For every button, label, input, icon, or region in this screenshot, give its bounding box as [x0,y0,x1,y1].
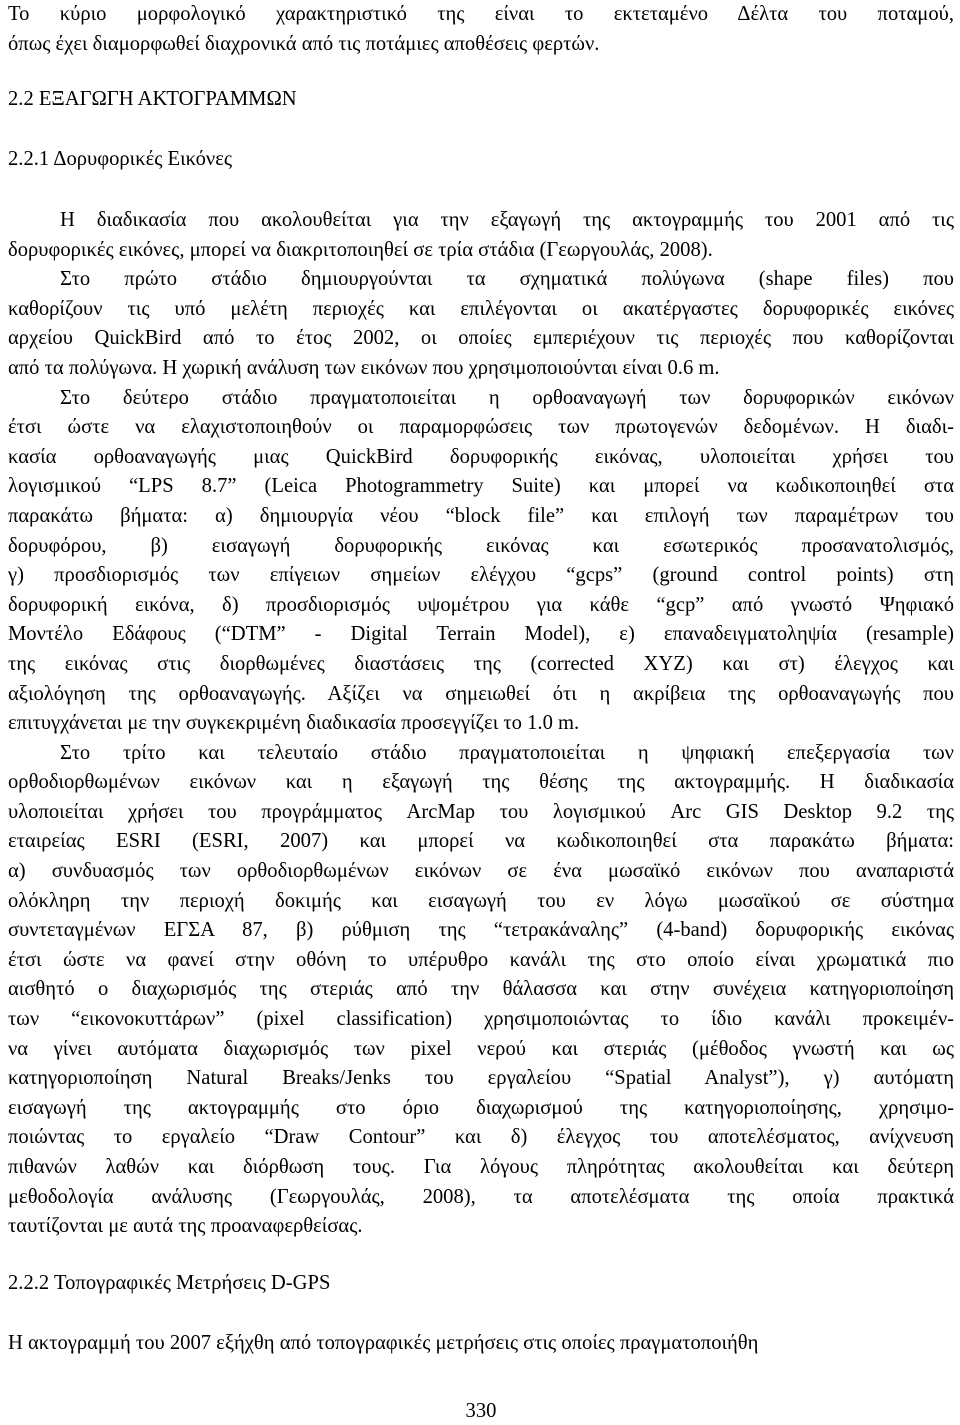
text-line: Στο πρώτο στάδιο δημιουργούνται τα σχηματικά πολύγωνα (shape files) που [60,268,954,291]
text-line: δορυφορική εικόνα, δ) προσδιορισμός υψομέτρου για κάθε “gcp” από γνωστό Ψηφιακό [8,593,954,616]
closing-line: Η ακτογραμμή του 2007 εξήχθη από τοπογραφικές μετρήσεις στις οποίες πραγματοποιήθη [8,1332,759,1354]
text-line: συντεταγμένων ΕΓΣΑ 87, β) ρύθμιση της “τετρακάναλης” (4-band) δορυφορικής εικόνας [8,919,954,942]
body-text [8,206,954,1242]
text-line: εταιρείας ESRI (ESRI, 2007) και μπορεί να κωδικοποιηθεί στα παρακάτω βήματα: [8,830,954,853]
text-line: υλοποιείται χρήσει του προγράμματος ArcMap του λογισμικού Arc GIS Desktop 9.2 της [8,800,954,823]
text-line: των “εικονοκυττάρων” (pixel classification) χρησιμοποιώντας το ίδιο κανάλι προκειμέν- [8,1008,954,1031]
text-line: να γίνει αυτόματα διαχωρισμός των pixel νερού και στεριάς (μέθοδος γνωστή και ως [8,1037,954,1060]
section-heading: 2.2 ΕΞΑΓΩΓΗ ΑΚΤΟΓΡΑΜΜΩΝ [8,88,297,110]
text-line: από τα πολύγωνα. Η χωρική ανάλυση των εικόνων που χρησιμοποιούνται είναι 0.6 m. [8,356,720,379]
subsection-heading: 2.2.2 Τοπογραφικές Μετρήσεις D-GPS [8,1272,331,1294]
text-line: ολόκληρη την περιοχή δοκιμής και εισαγωγή του εν λόγω μωσαϊκού σε σύστημα [8,889,954,912]
text-line: αξιολόγηση της ορθοαναγωγής. Αξίζει να σημειωθεί ότι η ακρίβεια της ορθοαναγωγής που [8,682,954,705]
text-line: μεθοδολογία ανάλυσης (Γεωργουλάς, 2008), τα αποτελέσματα της οποία πρακτικά [8,1185,954,1208]
text-line: ποιώντας το εργαλείο “Draw Contour” και δ) έλεγχος του αποτελέσματος, ανίχνευση [8,1126,954,1149]
text-line: πιθανών λαθών και διόρθωση τους. Για λόγους πληρότητας ακολουθείται και δεύτερη [8,1156,954,1178]
text-line: έτσι ώστε να φανεί στην οθόνη το υπέρυθρο κανάλι της στο οποίο είναι χρωματικά πιο [8,948,954,971]
text-line: α) συνδυασμός των ορθοδιορθωμένων εικόνων σε ένα μωσαϊκό εικόνων που αναπαριστά [8,860,954,883]
text-line: αισθητό ο διαχωρισμός της στεριάς από την θάλασσα και στην συνέχεια κατηγοριοποίηση [8,978,954,1001]
text-line: εισαγωγή της ακτογραμμής στο όριο διαχωρισμού της κατηγοριοποίησης, χρησιμο- [8,1096,954,1119]
text-line: ορθοδιορθωμένων εικόνων και η εξαγωγή της θέσης της ακτογραμμής. Η διαδικασία [8,771,954,794]
text-line: Στο τρίτο και τελευταίο στάδιο πραγματοποιείται η ψηφιακή επεξεργασία των [60,741,954,764]
text-line: Η διαδικασία που ακολουθείται για την εξαγωγή της ακτογραμμής του 2001 από τις [60,209,954,231]
text-line: Μοντέλο Εδάφους (“DTM” - Digital Terrain Model), ε) επαναδειγματοληψία (resample) [8,623,954,646]
text-line: επιτυγχάνεται με την συγκεκριμένη διαδικασία προσεγγίζει το 1.0 m. [8,712,580,735]
text-line: γ) προσδιορισμός των επίγειων σημείων ελέγχου “gcps” (ground control points) στη [8,564,954,587]
text-line: ταυτίζονται με αυτά της προαναφερθείσας. [8,1215,363,1238]
text-line: λογισμικού “LPS 8.7” (Leica Photogrammetry Suite) και μπορεί να κωδικοποιηθεί στα [8,475,954,498]
text-line: παρακάτω βήματα: α) δημιουργία νέου “block file” και επιλογή των παραμέτρων του [8,504,954,527]
text-line: αρχείου QuickBird από το έτος 2002, οι οποίες εμπεριέχουν τις περιοχές που καθορίζονται [8,327,954,350]
intro-paragraph [8,0,954,59]
text-line: έτσι ώστε να ελαχιστοποιηθούν οι παραμορφώσεις των πρωτογενών δεδομένων. Η διαδι- [8,416,954,439]
text-line: όπως έχει διαμορφωθεί διαχρονικά από τις ποτάμιες αποθέσεις φερτών. [8,32,600,55]
text-line: καθορίζουν τις υπό μελέτη περιοχές και επιλέγονται οι ακατέργαστες δορυφορικές εικόνες [8,297,954,320]
text-line: δορυφορικές εικόνες, μπορεί να διακριτοποιηθεί σε τρία στάδια (Γεωργουλάς, 2008). [8,238,713,261]
text-line: δορυφόρου, β) εισαγωγή δορυφορικής εικόνας και εσωτερικός προσανατολισμός, [8,534,954,557]
text-line: της εικόνας στις διορθωμένες διαστάσεις της (corrected XYZ) και στ) έλεγχος και [8,652,954,675]
text-line: κασία ορθοαναγωγής μιας QuickBird δορυφορικής εικόνας, υλοποιείται χρήσει του [8,445,954,468]
text-line: κατηγοριοποίηση Natural Breaks/Jenks του εργαλείου “Spatial Analyst”), γ) αυτόματη [8,1067,954,1090]
page-number: 330 [465,1400,497,1422]
text-line: Στο δεύτερο στάδιο πραγματοποιείται η ορθοαναγωγή των δορυφορικών εικόνων [60,386,954,409]
text-line: Το κύριο μορφολογικό χαρακτηριστικό της είναι το εκτεταμένο Δέλτα του ποταμού, [8,3,954,25]
subsection-heading: 2.2.1 Δορυφορικές Εικόνες [8,148,232,170]
